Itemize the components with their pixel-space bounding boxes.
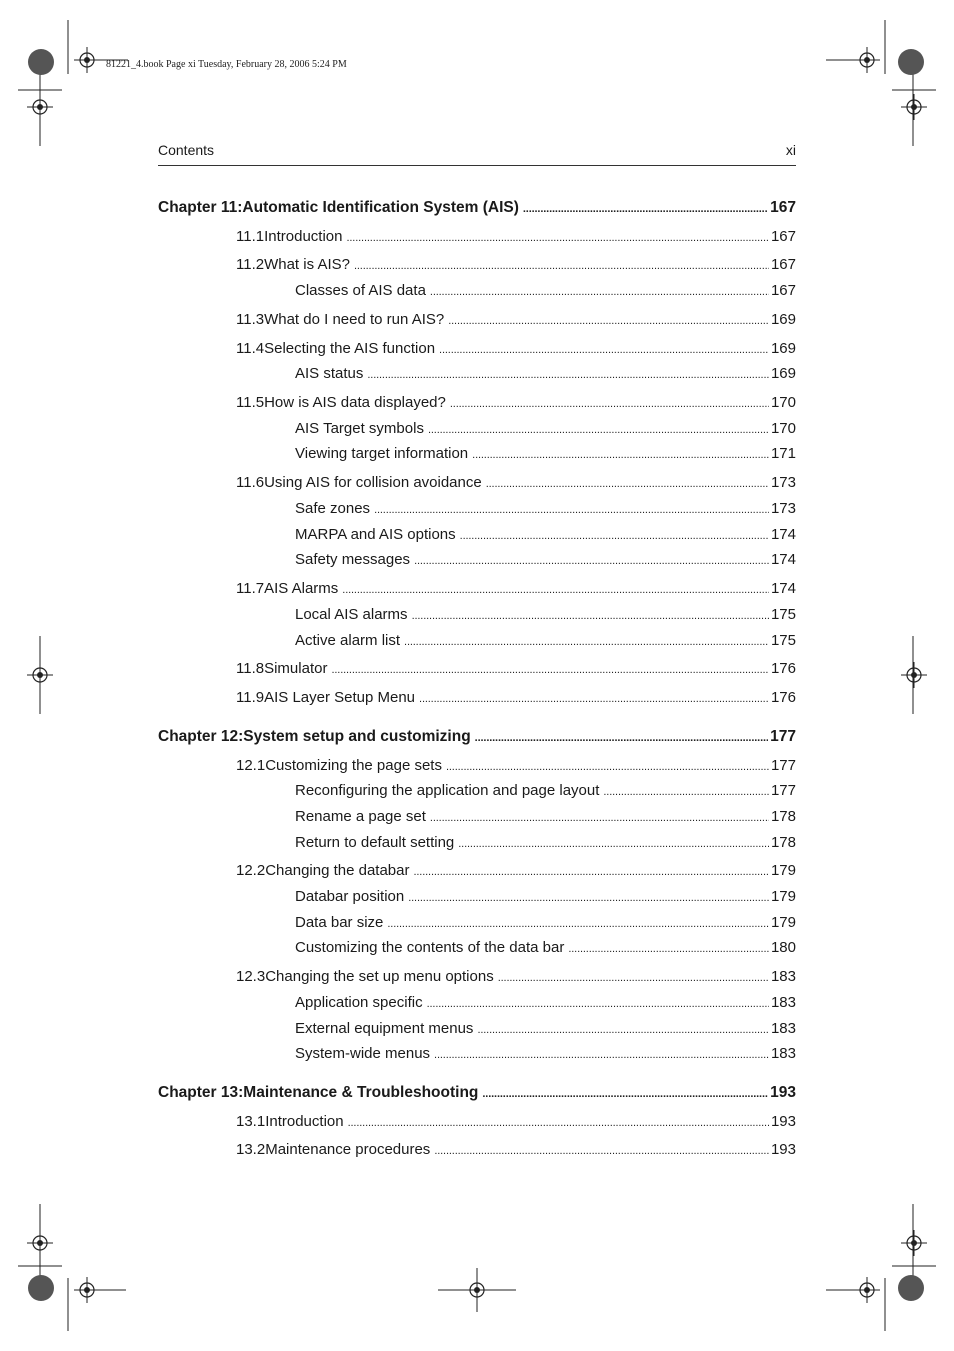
toc-number: 12.3 [236,968,266,985]
toc-title: Changing the set up menu options [265,968,494,985]
toc-title: Application specific [295,994,423,1011]
toc-number: 11.2 [236,256,265,273]
toc-page-number: 175 [770,632,796,649]
toc-number: 11.4 [236,340,265,357]
toc-page-number: 173 [770,500,796,517]
toc-title: Local AIS alarms [295,606,408,623]
toc-page-number: 177 [770,757,796,774]
toc-page-number: 183 [770,994,796,1011]
toc-title: What is AIS? [264,256,350,273]
toc-number: 12.2 [236,862,266,879]
toc-page-number: 169 [770,311,796,328]
toc-number: Chapter 11: [158,199,243,216]
running-header-title: Contents [158,142,215,158]
toc-title: Classes of AIS data [295,282,426,299]
toc-number: 11.9 [236,689,265,706]
toc-page-number: 183 [770,1045,796,1062]
toc-title: Using AIS for collision avoidance [264,474,482,491]
toc-title: Simulator [264,660,328,677]
print-slug: 81221_4.book Page xi Tuesday, February 28, 2006 5:24 PM [106,59,347,70]
toc-number: 11.6 [236,474,265,491]
toc-title: Viewing target information [295,445,469,462]
toc-title: Introduction [265,1113,344,1130]
toc-page-number: 174 [770,526,796,543]
toc-title: Return to default setting [295,834,455,851]
toc-page-number: 167 [770,228,796,245]
toc-title: Rename a page set [295,808,426,825]
toc-title: AIS status [295,365,364,382]
toc-page-number: 180 [770,939,796,956]
toc-title: Safety messages [295,551,411,568]
toc-title: Selecting the AIS function [264,340,436,357]
toc-title: How is AIS data displayed? [264,394,446,411]
toc-page-number: 177 [770,728,796,745]
toc-title: Reconfiguring the application and page layout [295,782,600,799]
toc-title: What do I need to run AIS? [264,311,445,328]
toc-number: 11.8 [236,660,265,677]
toc-number: 13.2 [236,1141,266,1158]
toc-title: Introduction [264,228,343,245]
toc-page-number: 175 [770,606,796,623]
toc-page-number: 167 [770,256,796,273]
toc-page-number: 176 [770,689,796,706]
toc-title: Maintenance procedures [265,1141,431,1158]
toc-number: Chapter 13: [158,1084,244,1101]
page-number: xi [785,142,796,158]
toc-title: Customizing the contents of the data bar [295,939,565,956]
toc-title: Safe zones [295,500,371,517]
toc-title: Databar position [295,888,405,905]
toc-title: MARPA and AIS options [295,526,456,543]
toc-page-number: 179 [770,914,796,931]
toc-title: Maintenance & Troubleshooting [243,1084,479,1101]
toc-number: 12.1 [236,757,266,774]
toc-page-number: 183 [770,968,796,985]
toc-page-number: 174 [770,580,796,597]
toc-page-number: 193 [770,1141,796,1158]
toc-page-number: 176 [770,660,796,677]
toc-page-number: 170 [770,420,796,437]
toc-page-number: 173 [770,474,796,491]
toc-page-number: 169 [770,340,796,357]
toc-page-number: 170 [770,394,796,411]
toc-number: 11.3 [236,311,265,328]
toc-number: 11.7 [236,580,265,597]
toc-page-number: 178 [770,834,796,851]
toc-title: Active alarm list [295,632,401,649]
toc-page-number: 167 [770,282,796,299]
toc-page-number: 193 [770,1113,796,1130]
toc-page-number: 179 [770,862,796,879]
toc-page-number: 174 [770,551,796,568]
toc-title: AIS Target symbols [295,420,424,437]
toc-page-number: 193 [770,1084,796,1101]
toc-title: Automatic Identification System (AIS) [242,199,519,216]
toc-number: Chapter 12: [158,728,244,745]
toc-title: External equipment menus [295,1020,474,1037]
toc-page-number: 178 [770,808,796,825]
toc-title: Changing the databar [265,862,410,879]
toc-number: 13.1 [236,1113,266,1130]
toc-page-number: 169 [770,365,796,382]
toc-title: System-wide menus [295,1045,431,1062]
toc-title: System setup and customizing [243,728,471,745]
toc-title: Customizing the page sets [265,757,442,774]
toc-page-number: 171 [770,445,796,462]
toc-page-number: 179 [770,888,796,905]
toc-title: AIS Layer Setup Menu [264,689,416,706]
toc-title: AIS Alarms [264,580,339,597]
toc-page-number: 167 [770,199,796,216]
toc-title: Data bar size [295,914,384,931]
toc-page-number: 183 [770,1020,796,1037]
toc-page-number: 177 [770,782,796,799]
toc-number: 11.5 [236,394,265,411]
toc-number: 11.1 [236,228,265,245]
